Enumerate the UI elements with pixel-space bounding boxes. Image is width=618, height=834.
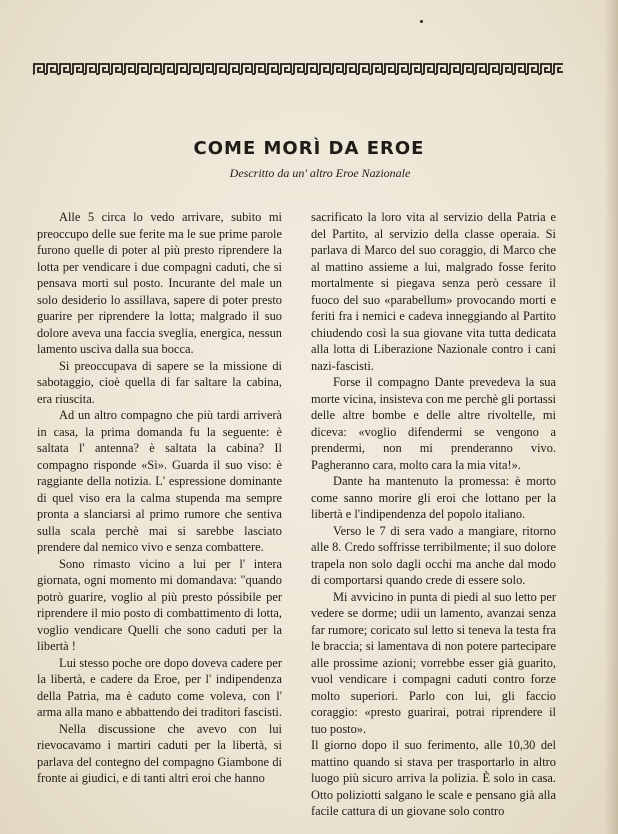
article-title: COME MORÌ DA EROE <box>193 138 425 159</box>
paragraph: Verso le 7 di sera vado a mangiare, ritorno alle 8. Credo soffrisse terribilmente; il suo dolore trapela non solo dagli occhi ma anche dal modo di comportarsi quando crede di essere solo. <box>311 523 556 587</box>
paragraph: Sono rimasto vicino a lui per l' intera giornata, ogni momento mi domandava: "quando potrò guarire, voglio al più presto póssibile per riprendere il mio posto di combattimento di lotta, voglio vendicare Quelli che sono caduti per la libertà ! <box>37 556 282 653</box>
paragraph: Si preoccupava di sapere se la missione di sabotaggio, cioè quella di far saltare la cabina, era riuscita. <box>37 358 282 406</box>
right-column <box>311 209 556 820</box>
paragraph: sacrificato la loro vita al servizio della Patria e del Partito, al servizio della classe operaia. Si parlava di Marco del suo coraggio, di Marco che al mattino assieme a lui, malgrado fosse ferito mortalmente si piegava senza però cessare il fuoco del suo «parabellum» provocando morti e feriti fra i nemici e cadeva inneggiando al Partito chiudendo così la sua giovane vita tutta dedicata alla lotta di Liberazione Nazionale contro i cani nazi-fascisti. <box>311 210 556 373</box>
paragraph: Forse il compagno Dante prevedeva la sua morte vicina, insisteva con me perchè gli portassi delle altre bombe e delle altre rivoltelle, mi diceva: «voglio difendermi se vengono a prendermi, non mi prenderanno vivo. Pagheranno cara, molto cara la mia vita!». <box>311 375 556 472</box>
ink-speck <box>420 20 423 23</box>
left-column <box>37 209 282 787</box>
paragraph: Ad un altro compagno che più tardi arriverà in casa, la prima domanda fu la seguente: è saltata l' antenna? è saltata la cabina? Il compagno risponde «Sì». Guarda il suo viso: è raggiante della notizia. L' espressione dominante di quel viso era la calma stupenda ma sempre pronta a slanciarsi al primo rumore che sentiva sulla scala perchè mai si sarebbe lasciato prendere dal nemico vivo e senza combattere. <box>37 408 282 554</box>
page-edge-shadow <box>604 0 618 834</box>
paragraph: Lui stesso poche ore dopo doveva cadere per la libertà, e cadere da Eroe, per l' indipendenza della Patria, ma è caduto come voleva, con l' arma alla mano e abbattendo dei traditori fascisti. <box>37 655 282 719</box>
article-subtitle: Descritto da un' altro Eroe Nazionale <box>229 166 411 180</box>
paragraph: Nella discussione che avevo con lui rievocavamo i martiri caduti per la libertà, si parlava del contegno del compagno Giambone di fronte ai giudici, e di tanti altri eroi che hanno <box>37 721 282 785</box>
paragraph: Mi avvicino in punta di piedi al suo letto per vedere se dorme; udii un lamento, avanzai senza far rumore; coricato sul letto si teneva la testa fra le braccia; si lamentava di non potere partecipare alle prossime azioni; vorrebbe esser già guarito, vuol vendicare i compagni caduti contro forze molto superiori. Parlo con lui, gli faccio coraggio: «presto guarirai, potrai riprendere il tuo posto». <box>311 589 556 736</box>
greek-key-border <box>33 62 563 76</box>
paragraph: Il giorno dopo il suo ferimento, alle 10,30 del mattino quando si stava per trasportarlo in altro luogo più sicuro arriva la polizia. È solo in casa. Otto poliziotti salgano le scale e pensano già alla facile cattura di un giovane solo contro <box>311 738 556 818</box>
paragraph: Alle 5 circa lo vedo arrivare, subito mi preoccupo delle sue ferite ma le sue prime parole furono quelle di poter al più presto riprendere la lotta per vendicare i due compagni caduti, che si pensava morti sul posto. Incurante del male un solo desiderio lo assillava, sapere di poter presto guarire per riprendere la lotta; malgrado il suo dolore aveva una faccia sveglia, energica, nessun lamento usciva dalla sua bocca. <box>37 210 282 356</box>
paragraph: Dante ha mantenuto la promessa: è morto come sanno morire gli eroi che lottano per la libertà e l'indipendenza del popolo italiano. <box>311 474 556 521</box>
